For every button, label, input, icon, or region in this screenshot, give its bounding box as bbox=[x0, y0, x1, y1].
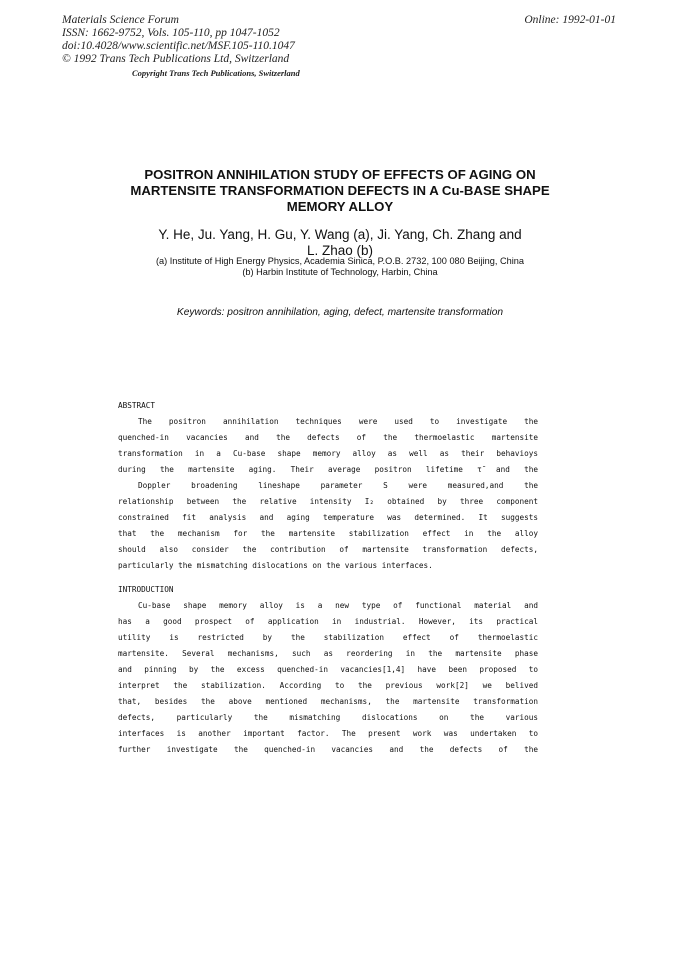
affiliation-b: (b) Harbin Institute of Technology, Harbin, China bbox=[242, 267, 438, 277]
title-line-1: POSITRON ANNIHILATION STUDY OF EFFECTS OF AGING ON bbox=[144, 167, 536, 182]
keywords: Keywords: positron annihilation, aging, defect, martensite transformation bbox=[176, 307, 504, 318]
intro-line: interfaces is another important factor. The present work was undertaken to bbox=[118, 729, 538, 738]
title-line-2: MARTENSITE TRANSFORMATION DEFECTS IN A Cu-BASE SHAPE bbox=[130, 183, 550, 198]
abstract-line: constrained fit analysis and aging temperature was determined. It suggests bbox=[118, 513, 538, 522]
abstract-line: should also consider the contribution of martensite transformation defects, bbox=[118, 545, 538, 554]
journal-name: Materials Science Forum bbox=[62, 14, 179, 26]
introduction-heading: INTRODUCTION bbox=[118, 585, 174, 594]
abstract-line: relationship between the relative intensity I₂ obtained by three component bbox=[118, 497, 538, 506]
affiliation-a: (a) Institute of High Energy Physics, Academia Sinica, P.O.B. 2732, 100 080 Beijing, China bbox=[155, 256, 525, 266]
issn-line: ISSN: 1662-9752, Vols. 105-110, pp 1047-1052 bbox=[62, 27, 280, 39]
intro-line: martensite. Several mechanisms, such as reordering in the martensite phase bbox=[118, 649, 538, 658]
title-line-3: MEMORY ALLOY bbox=[286, 199, 394, 214]
abstract-line: during the martensite aging. Their average positron lifetime τ̄ and the bbox=[118, 465, 538, 474]
abstract-heading: ABSTRACT bbox=[118, 401, 156, 410]
abstract-line: that the mechanism for the martensite stabilization effect in the alloy bbox=[118, 529, 538, 538]
publisher-copyright: © 1992 Trans Tech Publications Ltd, Switzerland bbox=[62, 53, 290, 65]
intro-line: Cu-base shape memory alloy is a new type of functional material and bbox=[138, 601, 538, 610]
intro-line: utility is restricted by the stabilization effect of thermoelastic bbox=[118, 633, 538, 642]
intro-line: has a good prospect of application in industrial. However, its practical bbox=[118, 617, 538, 626]
affiliations bbox=[80, 256, 600, 278]
abstract-line: transformation in a Cu-base shape memory alloy as well as their behavioys bbox=[118, 449, 538, 458]
abstract-line: The positron annihilation techniques were used to investigate the bbox=[138, 417, 538, 426]
journal-header bbox=[62, 14, 295, 66]
authors-line-2: L. Zhao (b) bbox=[306, 243, 374, 258]
intro-line: that, besides the above mentioned mechanisms, the martensite transformation bbox=[118, 697, 538, 706]
doi-link[interactable]: doi:10.4028/www.scientific.net/MSF.105-110.1047 bbox=[62, 40, 295, 52]
abstract-line: quenched-in vacancies and the defects of the thermoelastic martensite bbox=[118, 433, 538, 442]
author-list bbox=[100, 227, 580, 259]
intro-line: and pinning by the excess quenched-in vacancies[1,4] have been proposed to bbox=[118, 665, 538, 674]
small-copyright: Copyright Trans Tech Publications, Switzerland bbox=[132, 68, 300, 78]
intro-line: defects, particularly the mismatching dislocations on the various bbox=[118, 713, 538, 722]
online-date: Online: 1992-01-01 bbox=[524, 14, 616, 26]
abstract-line: particularly the mismatching dislocations on the various interfaces. bbox=[118, 561, 433, 570]
intro-line: interpret the stabilization. According to the previous work[2] we belived bbox=[118, 681, 538, 690]
intro-line: further investigate the quenched-in vacancies and the defects of the bbox=[118, 745, 538, 754]
authors-line-1: Y. He, Ju. Yang, H. Gu, Y. Wang (a), Ji. Yang, Ch. Zhang and bbox=[158, 227, 522, 242]
paper-title bbox=[100, 167, 580, 215]
abstract-line: Doppler broadening lineshape parameter S were measured,and the bbox=[138, 481, 538, 490]
